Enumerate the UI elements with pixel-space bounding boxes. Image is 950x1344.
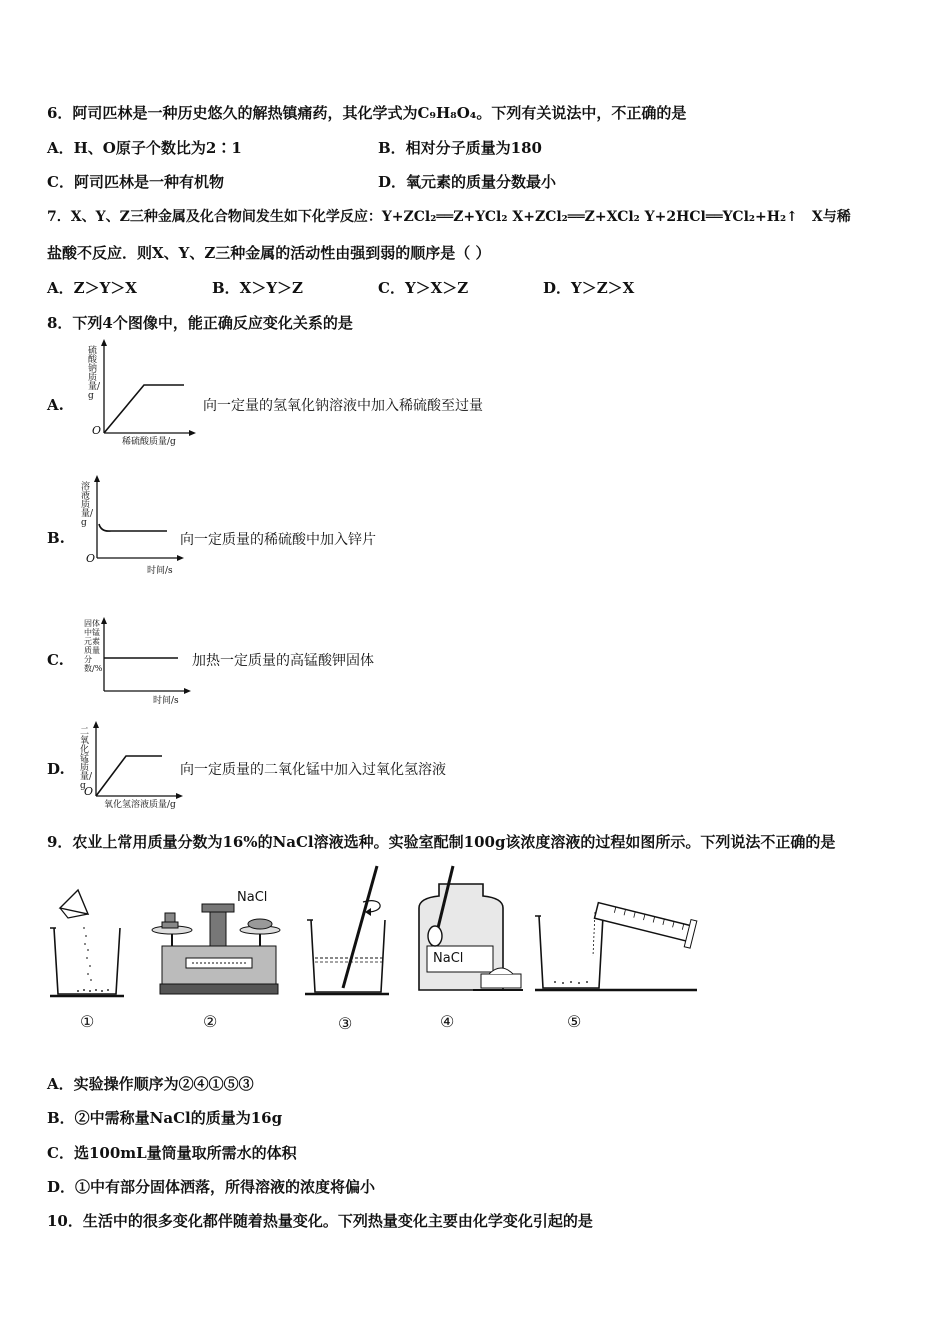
stopper	[481, 974, 521, 988]
q8-d-ylabel: 二氧化锰质量/g	[80, 727, 93, 791]
nacl-pile	[248, 919, 272, 929]
q7-stem-line1: 7．X、Y、Z三种金属及化合物间发生如下化学反应：Y+ZCl₂══Z+YCl₂ X+ZCl₂══Z+XCl₂ Y+2HCl══YCl₂+H₂↑ X与稀	[47, 209, 851, 225]
q8-option-b-letter: B.	[47, 529, 65, 547]
q9-fig3-stirring	[303, 862, 398, 1000]
graduated-cylinder	[593, 897, 697, 948]
q8-a-xlabel: 稀硫酸质量/g	[122, 437, 176, 447]
q9-fig-label-2: ②	[203, 1012, 218, 1031]
q8-b-xlabel: 时间/s	[147, 566, 173, 576]
q7-stem-line2: 盐酸不反应．则X、Y、Z三种金属的活动性由强到弱的顺序是（ ）	[47, 244, 491, 262]
q7-option-b: B．X＞Y＞Z	[212, 279, 303, 297]
q9-fig4-nacl-label: NaCl	[433, 951, 464, 966]
q9-option-b: B．②中需称量NaCl的质量为16g	[47, 1109, 283, 1127]
curve	[96, 756, 162, 796]
q8-a-ylabel: 硫酸钠质量/g	[88, 346, 101, 401]
q8-d-caption: 向一定质量的二氧化锰中加入过氧化氢溶液	[180, 762, 446, 778]
beaker	[311, 920, 385, 992]
q8-c-graph	[96, 616, 196, 696]
q8-b-origin: O	[86, 552, 96, 565]
q9-fig-label-1: ①	[80, 1012, 95, 1031]
balance-pillar	[210, 908, 226, 946]
q6-option-c: C．阿司匹林是一种有机物	[47, 173, 224, 191]
q8-a-origin: O	[92, 424, 102, 437]
paper-icon	[60, 890, 88, 914]
q7-option-d: D．Y＞Z＞X	[543, 279, 635, 297]
falling-solid	[77, 927, 109, 992]
q9-stem: 9．农业上常用质量分数为16%的NaCl溶液选种。实验室配制100g该浓度溶液的过程如图所示。下列说法不正确的是	[47, 833, 836, 851]
y-axis-arrow	[101, 617, 107, 624]
y-axis-arrow	[93, 721, 99, 728]
q8-b-ylabel: 溶液质量/g	[81, 482, 94, 528]
y-axis-arrow	[101, 339, 107, 346]
q9-fig-label-4: ④	[440, 1012, 455, 1031]
y-axis-arrow	[94, 475, 100, 482]
q9-fig5-pouring-water	[533, 892, 703, 1000]
q6-option-a: A．H、O原子个数比为2∶1	[47, 139, 242, 157]
q8-c-caption: 加热一定质量的高锰酸钾固体	[192, 653, 374, 669]
q10-stem: 10．生活中的很多变化都伴随着热量变化。下列热量变化主要由化学变化引起的是	[47, 1212, 593, 1230]
q9-fig1-pouring-solid	[48, 888, 128, 1000]
beaker-contents	[554, 981, 588, 984]
q9-fig2-nacl-label: NaCl	[237, 890, 268, 905]
q8-a-caption: 向一定量的氢氧化钠溶液中加入稀硫酸至过量	[203, 398, 483, 414]
q8-b-caption: 向一定质量的稀硫酸中加入锌片	[180, 532, 376, 548]
q9-fig4-reagent-bottle	[413, 862, 528, 1000]
q8-stem: 8．下列4个图像中，能正确反应变化关系的是	[47, 314, 353, 332]
q9-option-a: A．实验操作顺序为②④①⑤③	[47, 1075, 254, 1093]
q8-c-xlabel: 时间/s	[153, 696, 179, 706]
q8-d-xlabel: 氧化氢溶液质量/g	[104, 800, 176, 810]
curve	[99, 524, 167, 531]
q8-option-d-letter: D.	[47, 760, 65, 778]
q9-option-c: C．选100mL量筒量取所需水的体积	[47, 1144, 297, 1162]
beaker	[54, 928, 120, 994]
q9-option-d: D．①中有部分固体洒落，所得溶液的浓度将偏小	[47, 1178, 376, 1196]
q8-d-graph	[88, 720, 188, 802]
curve	[104, 385, 184, 433]
q8-a-graph	[96, 338, 196, 438]
q8-d-origin: O	[84, 785, 94, 798]
q6-stem: 6．阿司匹林是一种历史悠久的解热镇痛药，其化学式为C₉H₈O₄。下列有关说法中，不正确的是	[47, 104, 687, 122]
balance-base	[160, 984, 278, 994]
q8-b-graph	[89, 474, 189, 564]
q9-fig-label-5: ⑤	[567, 1012, 582, 1031]
q9-fig-label-3: ③	[338, 1014, 353, 1033]
q8-option-c-letter: C.	[47, 651, 64, 669]
q7-option-c: C．Y＞X＞Z	[378, 279, 469, 297]
q7-option-a: A．Z＞Y＞X	[47, 279, 137, 297]
q6-option-b: B．相对分子质量为180	[378, 139, 542, 157]
x-axis-arrow	[184, 688, 191, 694]
x-axis-arrow	[176, 793, 183, 799]
q6-option-d: D．氧元素的质量分数最小	[378, 173, 557, 191]
q8-option-a-letter: A.	[47, 396, 64, 414]
x-axis-arrow	[189, 430, 196, 436]
x-axis-arrow	[177, 555, 184, 561]
q8-c-ylabel: 固体中锰元素质量分数/%	[84, 619, 103, 673]
glass-rod	[343, 866, 377, 988]
